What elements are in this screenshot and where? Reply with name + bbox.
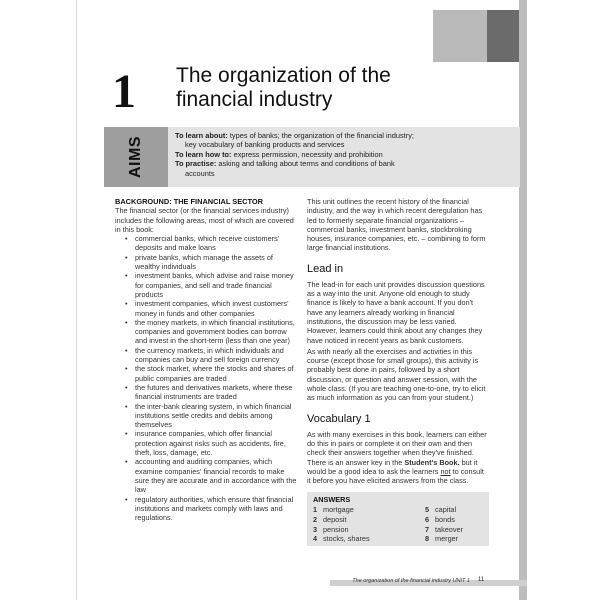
aims-text — [175, 131, 515, 178]
page-number: 11 — [478, 577, 485, 583]
aims-practise: To practise: asking and talking about terms and conditions of bank — [175, 159, 395, 169]
list-item: • the futures and derivatives markets, where these financial instruments are traded — [135, 383, 297, 402]
list-item: • private banks, which manage the assets of wealthy individuals — [135, 253, 297, 272]
left-column — [115, 197, 297, 522]
financial-sector-list — [115, 234, 297, 522]
answer-row: 3 pension — [313, 524, 349, 534]
answer-row: 1 mortgage — [313, 505, 354, 515]
list-item: • accounting and auditing companies, which examine companies' financial records to make sure they are accurate and in accordance with the law — [135, 457, 297, 494]
background-intro: The financial sector (or the financial services industry) includes the following areas, most of which are covered in this book: — [115, 206, 294, 234]
vocabulary-paragraph: As with many exercises in this book, learners can either do this in pairs or complete it on their own and then check their answers together when they've finished. There is an answer key in the Student's Book. but it would be a good idea to ask the learners not to consult it before you have elicited answers from the class. — [307, 429, 487, 486]
answer-row: 7 takeover — [425, 524, 463, 534]
answer-row: 5 capital — [425, 505, 457, 515]
aims-practise-cont: accounts — [185, 168, 215, 178]
answers-title: ANSWERS — [313, 495, 351, 505]
right-column — [307, 197, 487, 546]
aims-learn-about: To learn about: types of banks; the organization of the financial industry; — [175, 131, 414, 140]
list-item: • the currency markets, in which individuals and companies can buy and sell foreign currency — [135, 346, 297, 365]
aims-learn-how: To learn how to: express permission, necessity and prohibition — [175, 149, 383, 159]
list-item: • insurance companies, which offer financial protection against risks such as accidents, fire, theft, loss, damage, etc. — [135, 429, 297, 457]
lead-in-heading: Lead in — [307, 262, 344, 275]
list-item: • regulatory authorities, which ensure that financial institutions and markets comply with laws and regulations. — [135, 495, 297, 523]
page-edge — [519, 0, 527, 600]
list-item: • the money markets, in which financial institutions, companies and government bodies can borrow and invest in the short-term (less than one year) — [135, 318, 297, 346]
list-item: • commercial banks, which receive customers' deposits and make loans — [135, 234, 297, 253]
background-heading: BACKGROUND: THE FINANCIAL SECTOR — [115, 197, 263, 206]
lead-in-paragraph-2: As with nearly all the exercises and activities in this course (except those for small groups), this activity is probably best done in pairs, followed by a short discussion, or question and answer session, with the whole class. (If you are teaching one-to-one, try to elicit as much information as you can from your student.) — [307, 346, 486, 403]
answers-right-column — [425, 505, 463, 543]
corner-block-dark — [487, 10, 519, 62]
answer-row: 6 bonds — [425, 515, 455, 525]
unit-intro: This unit outlines the recent history of the financial industry, and the way in which recent deregulation has led to formerly separate financial organizations – commercial banks, investment banks, stockbroking houses, insurance companies, etc. – combining to form large financial institutions. — [307, 197, 486, 253]
list-item: • the inter-bank clearing system, in which financial institutions settle credits and debits among themselves — [135, 402, 297, 430]
lead-in-paragraph-1: The lead-in for each unit provides discussion questions as a way into the unit. Anyone old enough to study finance is likely to have a bank account. If you don't have any learners already working in financial institutions, the discussion may be less varied. However, learners could think about any changes they have noticed in recent years as bank customers. — [307, 279, 485, 345]
list-item: • investment banks, which advise and raise money for companies, and sell and trade financial products — [135, 271, 297, 299]
answer-row: 2 deposit — [313, 515, 347, 525]
list-item: • the stock market, where the stocks and shares of public companies are traded — [135, 364, 297, 383]
unit-title-line-1: The organization of the — [176, 64, 391, 87]
footer-running-title: The organization of the financial industry UNIT 1 — [352, 578, 470, 584]
unit-title-line-2: financial industry — [176, 88, 333, 111]
answer-row: 8 merger — [425, 534, 459, 544]
answers-left-column — [313, 505, 370, 543]
vocabulary-heading: Vocabulary 1 — [307, 412, 371, 425]
unit-title — [176, 64, 456, 112]
corner-block-light — [433, 10, 487, 62]
aims-label: AIMS — [127, 136, 144, 178]
unit-number: 1 — [112, 65, 136, 118]
aims-learn-about-cont: key vocabulary of banking products and services — [185, 140, 345, 150]
list-item: • investment companies, which invest customers' money in funds and other companies — [135, 299, 297, 318]
answer-row: 4 stocks, shares — [313, 534, 370, 544]
answers-box — [307, 492, 489, 546]
